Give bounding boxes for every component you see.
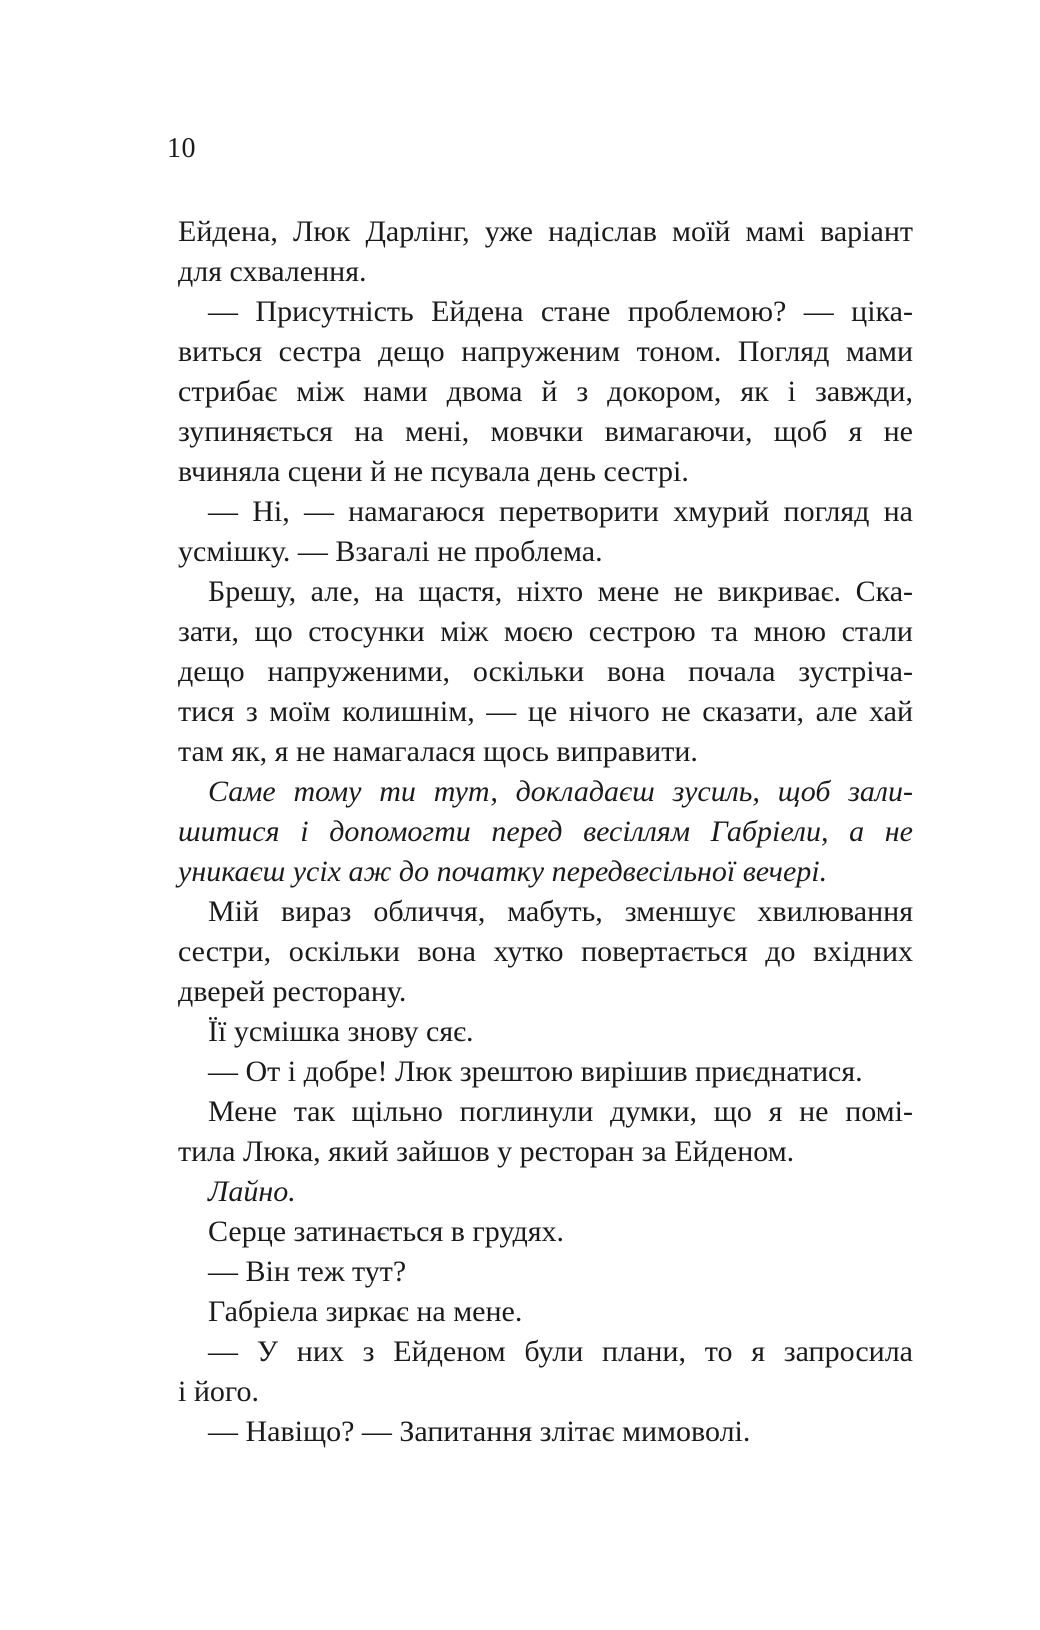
- text-line: Мій вираз обличчя, мабуть, зменшує хвилювання: [208, 895, 913, 928]
- page-text: [178, 212, 913, 1452]
- paragraph: [178, 1012, 913, 1052]
- text-line: там як, я не намагалася щось виправити.: [178, 735, 698, 768]
- text-line: шитися і допомогти перед весіллям Габріели, а не: [178, 815, 913, 848]
- paragraph: [178, 1292, 913, 1332]
- text-line: сестри, оскільки вона хутко повертається до вхідних: [178, 935, 913, 968]
- text-line: Серце затинається в грудях.: [208, 1215, 565, 1248]
- paragraph: [178, 492, 913, 572]
- paragraph: [178, 1332, 913, 1412]
- page-number: 10: [167, 133, 196, 164]
- text-line: — Навіщо? — Запитання злітає мимоволі.: [208, 1415, 751, 1448]
- text-line: дещо напруженими, оскільки вона почала зустріча-: [178, 655, 913, 688]
- paragraph: [178, 1412, 913, 1452]
- text-line: Лайно.: [208, 1175, 296, 1208]
- text-line: дверей ресторану.: [178, 975, 407, 1008]
- paragraph: [178, 1092, 913, 1172]
- paragraph: [178, 1172, 913, 1212]
- text-line: вчиняла сцени й не псувала день сестрі.: [178, 455, 689, 488]
- text-line: Ейдена, Люк Дарлінг, уже надіслав моїй мамі варіант: [178, 215, 913, 248]
- paragraph: [178, 1252, 913, 1292]
- text-line: Габріела зиркає на мене.: [208, 1295, 523, 1328]
- text-line: — Він теж тут?: [208, 1255, 407, 1288]
- text-line: і його.: [178, 1375, 259, 1408]
- text-line: — У них з Ейденом були плани, то я запросила: [208, 1335, 913, 1368]
- text-line: тила Люка, який зайшов у ресторан за Ейденом.: [178, 1135, 795, 1168]
- paragraph: [178, 1212, 913, 1252]
- text-line: Саме тому ти тут, докладаєш зусиль, щоб зали-: [208, 775, 913, 808]
- paragraph: [178, 892, 913, 1012]
- text-line: тися з моїм колишнім, — це нічого не сказати, але хай: [178, 695, 913, 728]
- paragraph: [178, 212, 913, 292]
- text-line: виться сестра дещо напруженим тоном. Погляд мами: [178, 335, 913, 368]
- text-line: Брешу, але, на щастя, ніхто мене не викриває. Ска-: [208, 575, 913, 608]
- text-line: — Присутність Ейдена стане проблемою? — ціка-: [208, 295, 913, 328]
- text-line: зупиняється на мені, мовчки вимагаючи, щоб я не: [178, 415, 913, 448]
- text-line: стрибає між нами двома й з докором, як і завжди,: [178, 375, 913, 408]
- text-line: — От і добре! Люк зрештою вирішив приєднатися.: [208, 1055, 863, 1088]
- text-line: Її усмішка знову сяє.: [208, 1015, 474, 1048]
- text-line: для схвалення.: [178, 255, 367, 288]
- text-line: Мене так щільно поглинули думки, що я не помі-: [208, 1095, 913, 1128]
- paragraph: [178, 772, 913, 892]
- text-line: зати, що стосунки між моєю сестрою та мною стали: [178, 615, 913, 648]
- text-line: уникаєш усіх аж до початку передвесільної вечері.: [178, 855, 828, 888]
- paragraph: [178, 292, 913, 492]
- text-line: — Ні, — намагаюся перетворити хмурий погляд на: [208, 495, 913, 528]
- paragraph: [178, 1052, 913, 1092]
- text-line: усмішку. — Взагалі не проблема.: [178, 535, 603, 568]
- paragraph: [178, 572, 913, 772]
